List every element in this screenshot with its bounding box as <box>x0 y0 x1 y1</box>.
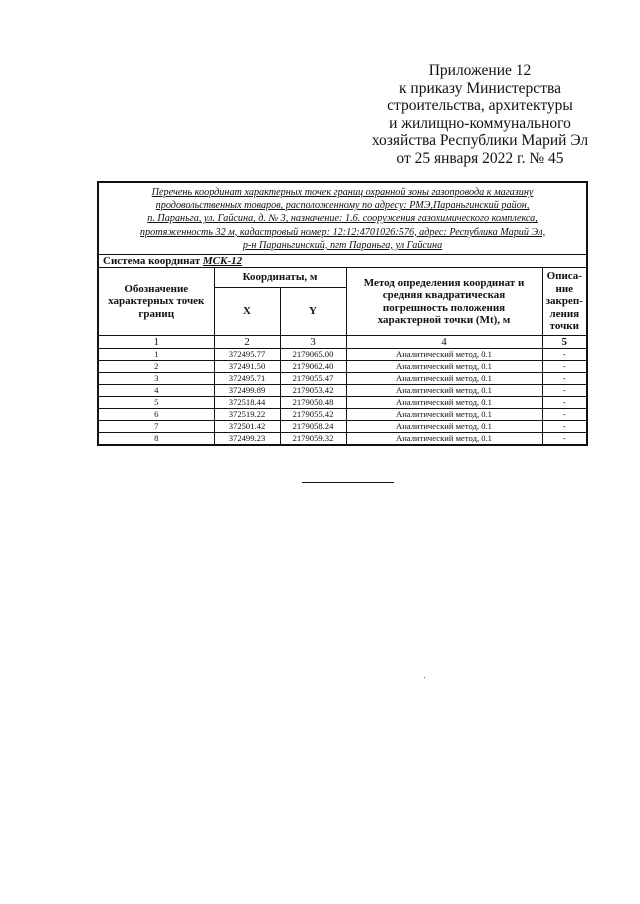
method-cell: Аналитический метод, 0.1 <box>346 385 542 397</box>
header-row <box>98 268 587 288</box>
point-number-cell: 3 <box>98 373 214 385</box>
point-number-cell: 1 <box>98 349 214 361</box>
table-row <box>98 433 587 446</box>
header-description <box>542 268 587 336</box>
y-coordinate-cell: 2179065.00 <box>280 349 346 361</box>
header-description-line: точки <box>549 320 579 333</box>
x-coordinate-cell: 372499.23 <box>214 433 280 446</box>
method-cell: Аналитический метод, 0.1 <box>346 349 542 361</box>
scan-speck <box>424 677 425 678</box>
appendix-line: хозяйства Республики Марий Эл <box>371 132 589 149</box>
table-row <box>98 409 587 421</box>
column-number: 2 <box>214 336 280 349</box>
system-name: МСК-12 <box>202 255 243 268</box>
coordinates-table <box>97 181 588 446</box>
appendix-line: и жилищно-коммунального <box>389 114 571 132</box>
point-number-cell: 8 <box>98 433 214 446</box>
x-coordinate-cell: 372495.71 <box>214 373 280 385</box>
column-number-row <box>98 336 587 349</box>
fixation-description-cell: - <box>542 397 587 409</box>
table-row <box>98 397 587 409</box>
description-line: п. Параньга, ул. Гайсина, д. № 3, назначение: 1.6. сооружения газохимического комплекса, <box>147 213 538 225</box>
x-coordinate-cell: 372499.89 <box>214 385 280 397</box>
description-row <box>98 182 587 255</box>
y-coordinate-cell: 2179050.48 <box>280 397 346 409</box>
method-cell: Аналитический метод, 0.1 <box>346 361 542 373</box>
column-number: 3 <box>280 336 346 349</box>
header-coordinates: Координаты, м <box>214 268 346 288</box>
appendix-header <box>355 62 605 167</box>
fixation-description-cell: - <box>542 361 587 373</box>
method-cell: Аналитический метод, 0.1 <box>346 373 542 385</box>
appendix-line: строительства, архитектуры <box>387 97 573 114</box>
header-method-line: Метод определения координат и <box>363 276 525 289</box>
fixation-description-cell: - <box>542 385 587 397</box>
description-line: протяженность 32 м, кадастровый номер: 12:12:4701026:576, адрес: Республика Марий Эл, <box>139 226 546 238</box>
column-number: 5 <box>542 336 587 349</box>
table-row <box>98 373 587 385</box>
point-number-cell: 2 <box>98 361 214 373</box>
signature-line <box>302 482 394 483</box>
appendix-line: к приказу Министерства <box>399 79 561 97</box>
method-cell: Аналитический метод, 0.1 <box>346 421 542 433</box>
y-coordinate-cell: 2179062.40 <box>280 361 346 373</box>
fixation-description-cell: - <box>542 349 587 361</box>
column-number: 1 <box>98 336 214 349</box>
header-method-line: характерной точки (Mt), м <box>377 314 511 327</box>
column-number: 4 <box>346 336 542 349</box>
header-method-line: средняя квадратическая <box>382 289 506 302</box>
header-designation <box>98 268 214 336</box>
table-row <box>98 421 587 433</box>
header-designation-line: характерных точек <box>108 295 205 308</box>
table-row <box>98 349 587 361</box>
fixation-description-cell: - <box>542 421 587 433</box>
point-number-cell: 4 <box>98 385 214 397</box>
point-number-cell: 5 <box>98 397 214 409</box>
fixation-description-cell: - <box>542 409 587 421</box>
header-y: Y <box>280 288 346 336</box>
appendix-line: Приложение 12 <box>428 62 532 79</box>
header-description-line: Описа- <box>546 270 582 283</box>
table-row <box>98 361 587 373</box>
y-coordinate-cell: 2179053.42 <box>280 385 346 397</box>
table-row <box>98 385 587 397</box>
y-coordinate-cell: 2179055.47 <box>280 373 346 385</box>
appendix-line: от 25 января 2022 г. № 45 <box>396 149 564 167</box>
method-cell: Аналитический метод, 0.1 <box>346 397 542 409</box>
method-cell: Аналитический метод, 0.1 <box>346 409 542 421</box>
method-cell: Аналитический метод, 0.1 <box>346 433 542 446</box>
point-number-cell: 6 <box>98 409 214 421</box>
system-row <box>98 255 587 268</box>
description-line: Перечень координат характерных точек границ охранной зоны газопровода к магазину <box>151 187 534 198</box>
description-line: р-н Параньгинский, пгт Параньга, ул Гайсина <box>242 239 443 251</box>
header-method-line: погрешность положения <box>382 301 506 314</box>
header-designation-line: Обозначение <box>124 282 189 295</box>
table-description <box>98 182 587 255</box>
x-coordinate-cell: 372501.42 <box>214 421 280 433</box>
x-coordinate-cell: 372518.44 <box>214 397 280 409</box>
fixation-description-cell: - <box>542 373 587 385</box>
y-coordinate-cell: 2179059.32 <box>280 433 346 446</box>
description-line: продовольственных товаров, расположенному по адресу: РМЭ,Параньгинский район, <box>155 200 530 212</box>
header-description-line: закреп- <box>545 295 583 308</box>
fixation-description-cell: - <box>542 433 587 446</box>
header-description-line: ления <box>549 307 580 320</box>
x-coordinate-cell: 372519.22 <box>214 409 280 421</box>
header-method <box>346 268 542 336</box>
x-coordinate-cell: 372491.50 <box>214 361 280 373</box>
header-designation-line: границ <box>138 307 175 320</box>
y-coordinate-cell: 2179055.42 <box>280 409 346 421</box>
point-number-cell: 7 <box>98 421 214 433</box>
system-label: Система координат <box>103 255 201 268</box>
coordinate-system <box>98 255 587 268</box>
x-coordinate-cell: 372495.77 <box>214 349 280 361</box>
y-coordinate-cell: 2179058.24 <box>280 421 346 433</box>
header-x: X <box>214 288 280 336</box>
header-description-line: ние <box>555 282 574 295</box>
